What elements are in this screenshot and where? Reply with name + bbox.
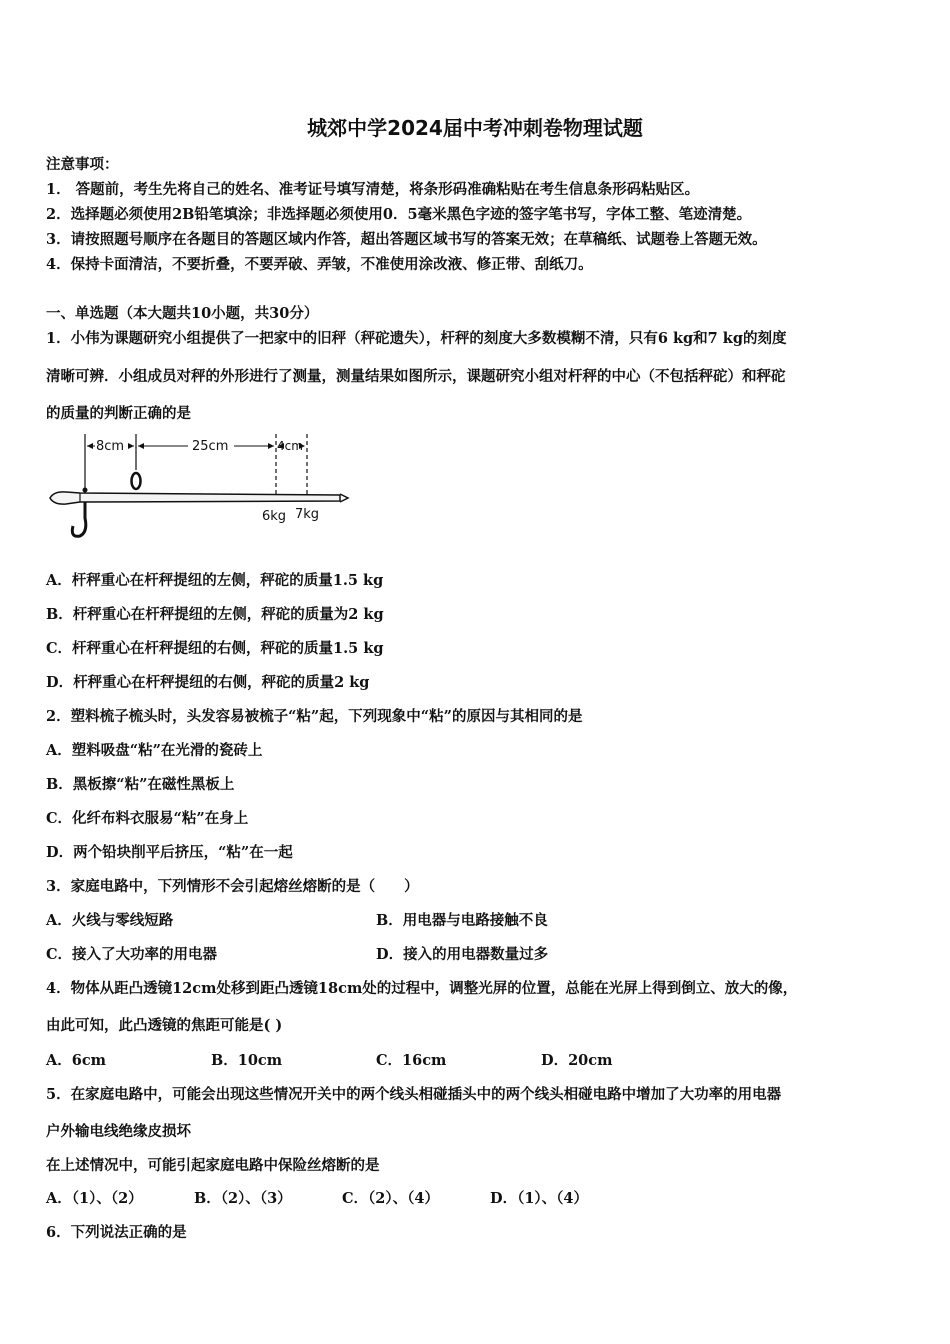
lifting-loop <box>132 473 141 489</box>
question-4-stem: 由此可知，此凸透镜的焦距可能是( ) <box>46 1017 283 1034</box>
question-4-option-d: D．20cm <box>541 1052 613 1069</box>
question-4-option-a: A．6cm <box>46 1052 107 1069</box>
arrow-head <box>268 443 274 449</box>
question-1-stem: 1．小伟为课题研究小组提供了一把家中的旧秤（秤砣遗失），杆秤的刻度大多数模糊不清，只有6 kg和7 kg的刻度 <box>46 330 787 347</box>
question-4-option-b: B．10cm <box>211 1052 283 1069</box>
scale-mark-7kg: 7kg <box>295 507 320 522</box>
question-2-option-c: C．化纤布料衣服易“粘”在身上 <box>46 810 249 827</box>
question-3-option-c: C．接入了大功率的用电器 <box>46 946 218 963</box>
notice-item: 3．请按照题号顺序在各题目的答题区域内作答，超出答题区域书写的答案无效；在草稿纸、试题卷上答题无效。 <box>46 231 767 248</box>
question-3-option-a: A．火线与零线短路 <box>46 912 174 929</box>
hook-icon <box>72 502 86 536</box>
notice-heading: 注意事项： <box>46 156 119 173</box>
steelyard-beam <box>50 492 340 504</box>
question-4-option-c: C．16cm <box>376 1052 447 1069</box>
dimension-label-4cm: 4cm <box>277 439 303 453</box>
question-5-option-b: B．（2）、（3） <box>194 1190 292 1207</box>
question-5-stem: 5．在家庭电路中，可能会出现这些情况开关中的两个线头相碰插头中的两个线头相碰电路中增加了大功率的用电器 <box>46 1086 782 1103</box>
steelyard-figure <box>40 430 360 550</box>
hook-pivot <box>83 488 88 493</box>
notice-item: 4．保持卡面清洁，不要折叠，不要弄破、弄皱，不准使用涂改液、修正带、刮纸刀。 <box>46 256 593 273</box>
section-heading: 一、单选题（本大题共10小题，共30分） <box>46 305 319 322</box>
arrow-head <box>128 443 134 449</box>
question-1-option-b: B．杆秤重心在杆秤提纽的左侧，秤砣的质量为2 kg <box>46 606 384 623</box>
page-title: 城郊中学2024届中考冲刺卷物理试题 <box>307 116 643 140</box>
question-5-stem: 在上述情况中，可能引起家庭电路中保险丝熔断的是 <box>46 1157 380 1174</box>
question-1-stem: 清晰可辨．小组成员对秤的外形进行了测量，测量结果如图所示，课题研究小组对杆秤的中心（不包括秤砣）和秤砣 <box>46 368 786 385</box>
notice-item: 1． 答题前，考生先将自己的姓名、准考证号填写清楚，将条形码准确粘贴在考生信息条形码粘贴区。 <box>46 181 700 198</box>
scale-mark-6kg: 6kg <box>262 509 287 524</box>
arrow-head <box>87 443 93 449</box>
question-4-stem: 4．物体从距凸透镜12cm处移到距凸透镜18cm处的过程中，调整光屏的位置，总能在光屏上得到倒立、放大的像， <box>46 980 798 997</box>
question-2-option-b: B．黑板擦“粘”在磁性黑板上 <box>46 776 235 793</box>
notice-item: 2．选择题必须使用2B铅笔填涂；非选择题必须使用0．5毫米黑色字迹的签字笔书写，字体工整、笔迹清楚。 <box>46 206 752 223</box>
question-1-stem: 的质量的判断正确的是 <box>46 405 191 422</box>
question-1-option-d: D．杆秤重心在杆秤提纽的右侧，秤砣的质量2 kg <box>46 674 370 691</box>
question-3-option-d: D．接入的用电器数量过多 <box>376 946 549 963</box>
dimension-label-8cm: 8cm <box>96 439 125 454</box>
arrow-head <box>138 443 144 449</box>
steelyard-diagram <box>40 430 360 550</box>
question-6-stem: 6．下列说法正确的是 <box>46 1224 187 1241</box>
question-2-option-d: D．两个铅块削平后挤压，“粘”在一起 <box>46 844 293 861</box>
question-5-option-c: C．（2）、（4） <box>342 1190 439 1207</box>
question-5-option-d: D．（1）、（4） <box>490 1190 589 1207</box>
question-5-stem: 户外输电线绝缘皮损坏 <box>46 1123 191 1140</box>
dimension-label-25cm: 25cm <box>192 439 229 454</box>
question-3-stem: 3．家庭电路中，下列情形不会引起熔丝熔断的是（ ） <box>46 878 419 895</box>
question-3-option-b: B．用电器与电路接触不良 <box>376 912 548 929</box>
question-5-option-a: A．（1）、（2） <box>46 1190 143 1207</box>
question-1-option-c: C．杆秤重心在杆秤提纽的右侧，秤砣的质量1.5 kg <box>46 640 384 657</box>
question-2-stem: 2．塑料梳子梳头时，头发容易被梳子“粘”起，下列现象中“粘”的原因与其相同的是 <box>46 708 583 725</box>
beam-tip <box>340 494 348 502</box>
question-1-option-a: A．杆秤重心在杆秤提纽的左侧，秤砣的质量1.5 kg <box>46 572 384 589</box>
question-2-option-a: A．塑料吸盘“粘”在光滑的瓷砖上 <box>46 742 263 759</box>
